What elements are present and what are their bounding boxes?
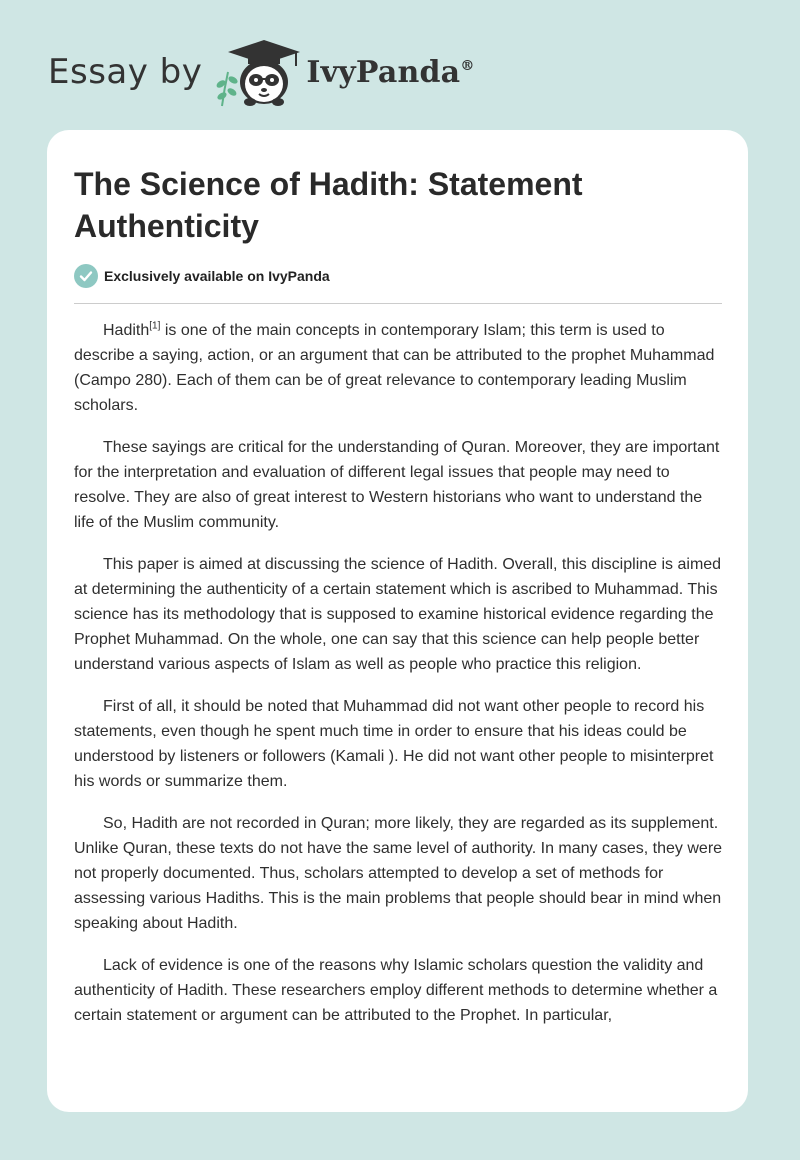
paragraph-5: So, Hadith are not recorded in Quran; more likely, they are regarded as its supplement. Unlike Quran, these texts do not have the same level of authority. In many cases, they were not properly documented. Thus, scholars attempted to develop a set of methods for assessing various Hadiths. This is the main problems that people should bear in mind when speaking about Hadith. [74,815,723,932]
paragraph-2: These sayings are critical for the understanding of Quran. Moreover, they are important for the interpretation and evaluation of different legal issues that people may need to resolve. They are also of great interest to Western historians who want to understand the life of the Muslim community. [74,439,720,531]
site-header [0,0,800,130]
paragraph-1-text: is one of the main concepts in contemporary Islam; this term is used to describe a saying, action, or an argument that can be attributed to the prophet Muhammad (Campo 280). Each of them can be of great relevance to contemporary leading Muslim scholars. [74,322,715,414]
panda-mascot-icon [212,36,304,108]
essay-card [47,130,748,1112]
paragraph-1-lead: Hadith [103,322,150,339]
essay-by-label: Essay by [48,52,203,92]
check-circle-icon [74,264,98,288]
paragraph-3: This paper is aimed at discussing the science of Hadith. Overall, this discipline is aimed at determining the authenticity of a certain statement which is ascribed to Muhammad. This science has its methodology that is supposed to examine historical evidence regarding the Prophet Muhammad. On the whole, one can say that this science can help people better understand various aspects of Islam as well as people who practice this religion. [74,556,722,673]
essay-body [74,318,724,1045]
exclusive-badge-text: Exclusively available on IvyPanda [104,268,330,284]
logo-wordmark-text: IvyPanda [306,54,461,90]
paragraph-4: First of all, it should be noted that Muhammad did not want other people to record his statements, even though he spent much time in order to ensure that his ideas could be understood by listeners or followers (Kamali ). He did not want other people to misinterpret his words or summarize them. [74,698,714,790]
exclusive-badge [74,264,330,288]
paragraph-6: Lack of evidence is one of the reasons why Islamic scholars question the validity and authenticity of Hadith. These researchers employ different methods to determine whether a certain statement or argument can be attributed to the Prophet. In particular, [74,957,718,1024]
page-title: The Science of Hadith: Statement Authenticity [74,166,583,244]
paragraph-1 [74,318,724,418]
brand-logo[interactable] [48,36,475,108]
panda-logo-icon [212,36,304,108]
footnote-ref-1[interactable]: [1] [149,320,161,332]
logo-wordmark [306,55,474,90]
registered-mark: ® [460,57,475,74]
title-divider [74,303,722,304]
